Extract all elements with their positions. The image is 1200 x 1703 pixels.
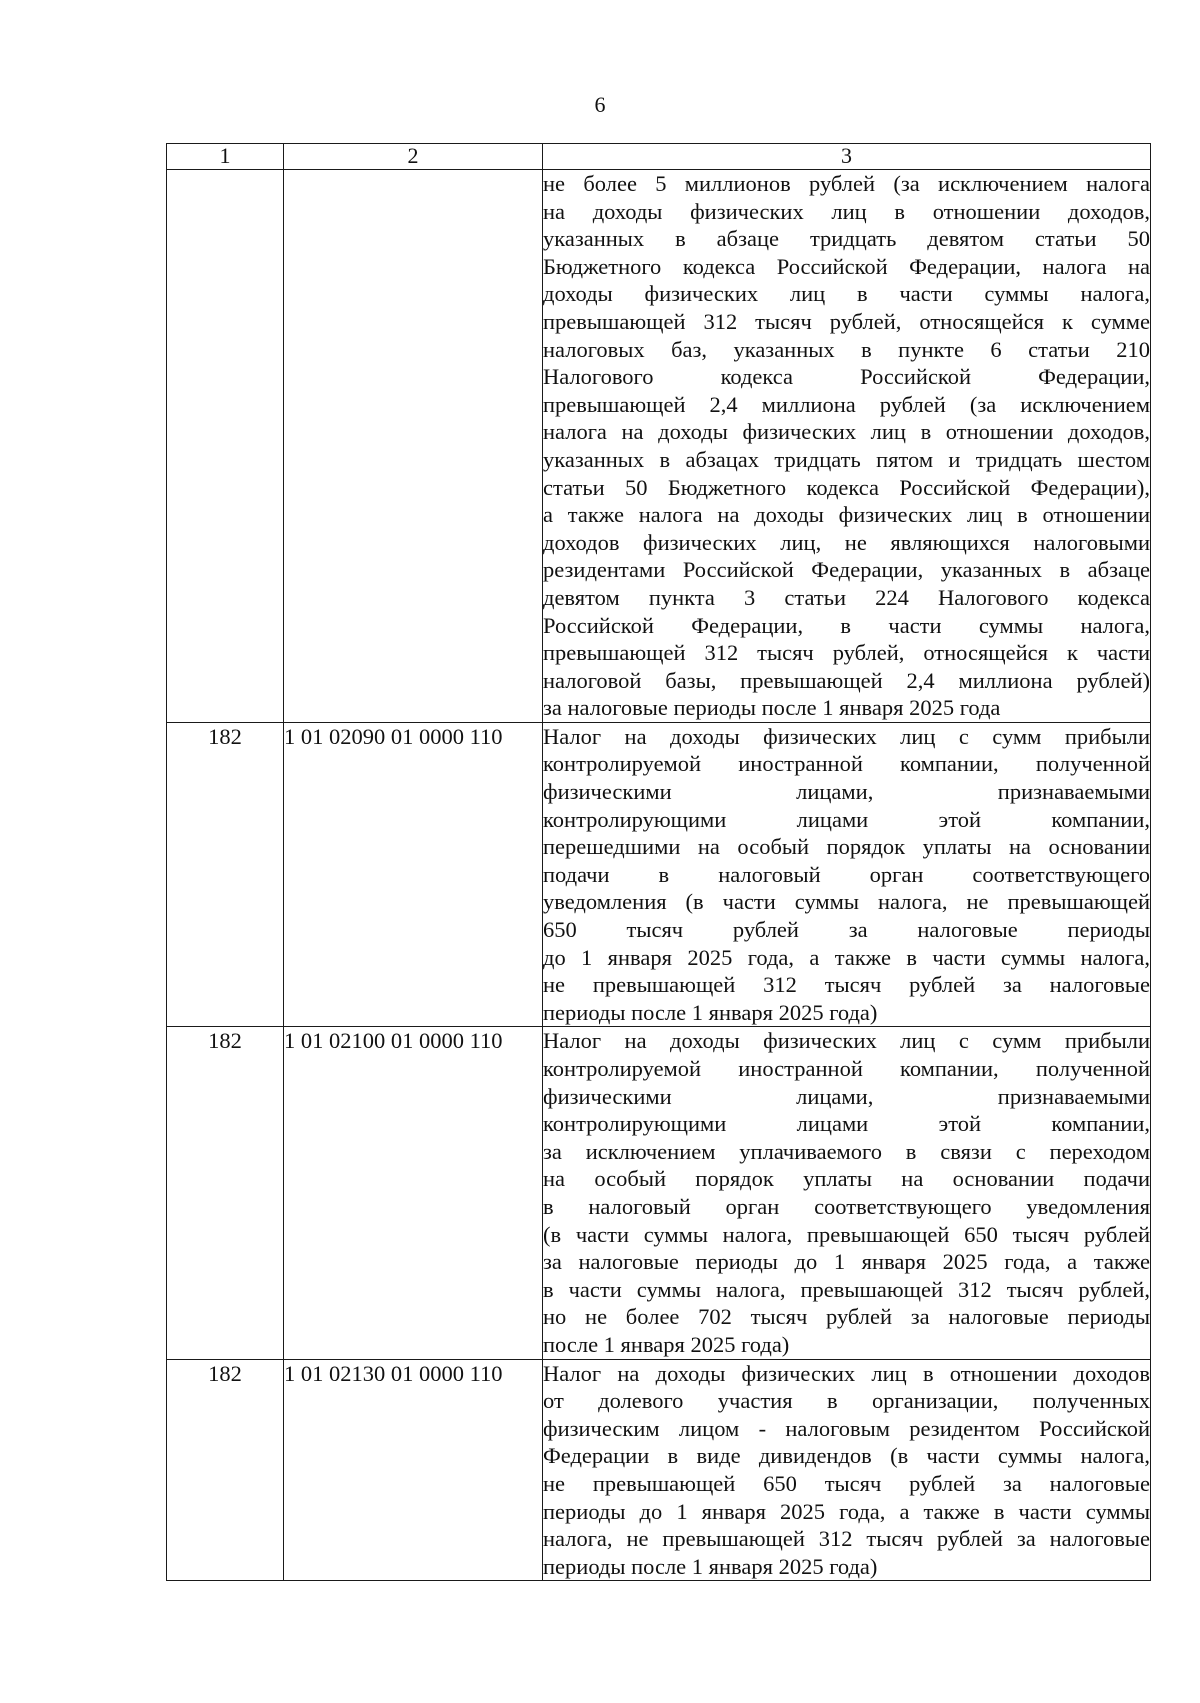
- description-line: а также налога на доходы физических лиц в отношении: [543, 502, 1150, 528]
- description-line: контролируемой иностранной компании, полученной: [543, 1056, 1150, 1081]
- table-header-row: [167, 144, 1151, 170]
- kbk-code-cell: 1 01 02090 01 0000 110: [284, 722, 543, 1027]
- description-line: доходов физических лиц, не являющихся налоговыми: [543, 529, 1150, 555]
- description-line: налоговой базы, превышающей 2,4 миллиона рублей): [543, 667, 1150, 693]
- description-line: за налоговые периоды до 1 января 2025 года, а также: [543, 1249, 1150, 1275]
- description-line: контролирующими лицами этой компании,: [543, 806, 1150, 832]
- description-line: периоды до 1 января 2025 года, а также в части суммы: [543, 1498, 1150, 1524]
- description-line: но не более 702 тысяч рублей за налоговые периоды: [543, 1304, 1150, 1330]
- description-line: указанных в абзаце тридцать девятом статьи 50: [543, 226, 1150, 252]
- description-line: 650 тысяч рублей за налоговые периоды: [543, 917, 1150, 943]
- description-line: физическими лицами, признаваемыми: [543, 779, 1150, 805]
- description-line: контролируемой иностранной компании, полученной: [543, 751, 1150, 777]
- description-line: периоды после 1 января 2025 года): [543, 999, 878, 1025]
- description-line: Федерации в виде дивидендов (в части суммы налога,: [543, 1443, 1150, 1469]
- column-header: 1: [167, 144, 284, 170]
- description-line: на особый порядок уплаты на основании подачи: [543, 1166, 1150, 1192]
- description-line: указанных в абзацах тридцать пятом и тридцать шестом: [543, 446, 1150, 472]
- admin-code-cell: 182: [167, 1359, 284, 1581]
- description-line: перешедшими на особый порядок уплаты на основании: [543, 834, 1150, 860]
- description-line: превышающей 312 тысяч рублей, относящейся к сумме: [543, 308, 1150, 334]
- kbk-code-cell: 1 01 02100 01 0000 110: [284, 1027, 543, 1359]
- description-line: налога, не превышающей 312 тысяч рублей за налоговые: [543, 1526, 1150, 1552]
- description-line: контролирующими лицами этой компании,: [543, 1111, 1150, 1137]
- table-row: [167, 1359, 1151, 1581]
- description-line: после 1 января 2025 года): [543, 1331, 790, 1357]
- kbk-code-cell: 1 01 02130 01 0000 110: [284, 1359, 543, 1581]
- table-row: [167, 170, 1151, 723]
- description-line: уведомления (в части суммы налога, не превышающей: [543, 889, 1150, 915]
- description-cell: [543, 1359, 1151, 1581]
- description-line: в части суммы налога, превышающей 312 тысяч рублей,: [543, 1276, 1150, 1302]
- description-line: за исключением уплачиваемого в связи с переходом: [543, 1138, 1150, 1164]
- description-line: резидентами Российской Федерации, указанных в абзаце: [543, 557, 1150, 583]
- description-line: превышающей 312 тысяч рублей, относящейся к части: [543, 640, 1150, 666]
- description-line: от долевого участия в организации, полученных: [543, 1388, 1150, 1414]
- description-line: налоговых баз, указанных в пункте 6 статьи 210: [543, 336, 1150, 362]
- column-header: 2: [284, 144, 543, 170]
- column-header: 3: [543, 144, 1151, 170]
- table-body: [167, 170, 1151, 1581]
- description-line: (в части суммы налога, превышающей 650 тысяч рублей: [543, 1221, 1150, 1247]
- budget-classification-table: [166, 143, 1151, 1581]
- description-line: периоды после 1 января 2025 года): [543, 1553, 878, 1579]
- description-line: Российской Федерации, в части суммы налога,: [543, 612, 1150, 638]
- description-line: Налог на доходы физических лиц в отношении доходов: [543, 1360, 1150, 1386]
- description-cell: [543, 722, 1151, 1027]
- description-line: Бюджетного кодекса Российской Федерации, налога на: [543, 253, 1150, 279]
- description-line: за налоговые периоды после 1 января 2025 года: [543, 695, 1001, 721]
- description-cell: [543, 170, 1151, 723]
- description-line: не превышающей 312 тысяч рублей за налоговые: [543, 972, 1150, 998]
- description-line: налога на доходы физических лиц в отношении доходов,: [543, 419, 1150, 445]
- description-line: физическими лицами, признаваемыми: [543, 1083, 1150, 1109]
- description-line: на доходы физических лиц в отношении доходов,: [543, 198, 1150, 224]
- description-line: подачи в налоговый орган соответствующего: [543, 861, 1150, 887]
- description-line: Налогового кодекса Российской Федерации,: [543, 364, 1150, 390]
- description-line: в налоговый орган соответствующего уведомления: [543, 1193, 1150, 1219]
- description-line: статьи 50 Бюджетного кодекса Российской Федерации),: [543, 474, 1150, 500]
- description-line: не более 5 миллионов рублей (за исключением налога: [543, 171, 1150, 196]
- description-line: физическим лицом - налоговым резидентом Российской: [543, 1415, 1150, 1441]
- description-line: девятом пункта 3 статьи 224 Налогового кодекса: [543, 584, 1150, 610]
- kbk-code-cell: [284, 170, 543, 723]
- description-line: до 1 января 2025 года, а также в части суммы налога,: [543, 944, 1150, 970]
- admin-code-cell: 182: [167, 1027, 284, 1359]
- description-line: Налог на доходы физических лиц с сумм прибыли: [543, 723, 1150, 749]
- admin-code-cell: [167, 170, 284, 723]
- page-number: 6: [594, 92, 606, 117]
- description-line: Налог на доходы физических лиц с сумм прибыли: [543, 1028, 1150, 1054]
- table-row: [167, 1027, 1151, 1359]
- description-cell: [543, 1027, 1151, 1359]
- description-line: превышающей 2,4 миллиона рублей (за исключением: [543, 391, 1150, 417]
- description-line: доходы физических лиц в части суммы налога,: [543, 281, 1150, 307]
- description-line: не превышающей 650 тысяч рублей за налоговые: [543, 1470, 1150, 1496]
- admin-code-cell: 182: [167, 722, 284, 1027]
- table-row: [167, 722, 1151, 1027]
